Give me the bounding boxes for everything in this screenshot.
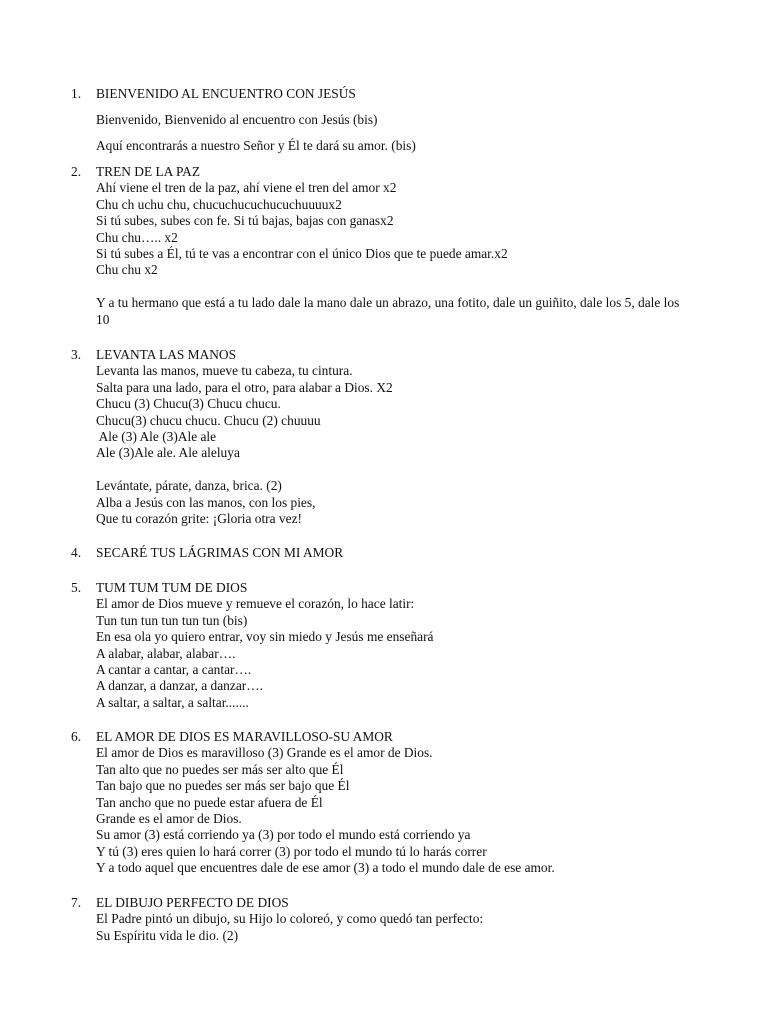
lyric-line: El amor de Dios mueve y remueve el corazón, lo hace latir:	[96, 596, 415, 612]
lyric-line: Y a todo aquel que encuentres dale de ese amor (3) a todo el mundo dale de ese amor.	[96, 860, 555, 876]
lyric-line: Chucu (3) Chucu(3) Chucu chucu.	[96, 396, 281, 412]
song-number: 2.	[71, 164, 82, 179]
song-number: 7.	[71, 895, 82, 910]
song-number: 4.	[71, 545, 82, 560]
song-title: EL AMOR DE DIOS ES MARAVILLOSO-SU AMOR	[96, 729, 393, 744]
lyric-line: Y a tu hermano que está a tu lado dale la mano dale un abrazo, una fotito, dale un guiñito, dale los 5, dale los 10	[96, 295, 680, 327]
blank-line	[96, 279, 696, 295]
song-lyrics	[96, 180, 696, 328]
lyric-line: Ale (3) Ale (3)Ale ale	[96, 429, 217, 445]
lyric-line: Levántate, párate, danza, brica. (2)	[96, 478, 282, 494]
song-lyrics	[96, 112, 696, 164]
lyric-line: A saltar, a saltar, a saltar.......	[96, 694, 249, 710]
lyric-line: A alabar, alabar, alabar….	[96, 645, 236, 661]
song-title: LEVANTA LAS MANOS	[96, 347, 237, 362]
song-lyrics	[96, 745, 696, 876]
lyric-line: Tan bajo que no puedes ser más ser bajo que Él	[96, 778, 350, 794]
lyric-line: Y tú (3) eres quien lo hará correr (3) por todo el mundo tú lo harás correr	[96, 843, 487, 859]
lyric-line: Aquí encontrarás a nuestro Señor y Él te dará su amor. (bis)	[96, 137, 416, 153]
song-number: 5.	[71, 580, 82, 595]
song-lyrics	[96, 596, 696, 711]
lyric-line: Bienvenido, Bienvenido al encuentro con Jesús (bis)	[96, 112, 378, 127]
lyric-line: Ahí viene el tren de la paz, ahí viene el tren del amor x2	[96, 180, 397, 196]
lyric-line: Tun tun tun tun tun tun (bis)	[96, 612, 248, 628]
song-title: TREN DE LA PAZ	[96, 164, 201, 179]
song-title: TUM TUM TUM DE DIOS	[96, 580, 248, 595]
lyric-line: Su Espíritu vida le dio. (2)	[96, 927, 239, 943]
song-lyrics	[96, 363, 696, 527]
lyric-line: Que tu corazón grite: ¡Gloria otra vez!	[96, 511, 302, 527]
song-number: 3.	[71, 347, 82, 362]
lyric-line: Chu chu….. x2	[96, 229, 178, 245]
lyric-line: El Padre pintó un dibujo, su Hijo lo coloreó, y como quedó tan perfecto:	[96, 911, 484, 927]
lyric-line: A danzar, a danzar, a danzar….	[96, 678, 263, 694]
lyric-line: El amor de Dios es maravilloso (3) Grande es el amor de Dios.	[96, 745, 433, 761]
lyric-line: Tan alto que no puedes ser más ser alto que Él	[96, 761, 344, 777]
lyric-line: Tan ancho que no puede estar afuera de Él	[96, 794, 323, 810]
lyric-line: Si tú subes, subes con fe. Si tú bajas, bajas con ganasx2	[96, 213, 394, 229]
lyric-line: Chucu(3) chucu chucu. Chucu (2) chuuuu	[96, 412, 321, 428]
song-title: BIENVENIDO AL ENCUENTRO CON JESÚS	[96, 86, 356, 101]
lyric-line: Alba a Jesús con las manos, con los pies,	[96, 494, 316, 510]
lyric-line: Chu chu x2	[96, 262, 158, 278]
blank-line	[96, 462, 696, 478]
song-lyrics	[96, 911, 696, 944]
lyric-line: Su amor (3) está corriendo ya (3) por todo el mundo está corriendo ya	[96, 827, 471, 843]
lyric-line: Chu ch uchu chu, chucuchucuchucuchuuuux2	[96, 196, 342, 212]
lyric-line: Salta para una lado, para el otro, para alabar a Dios. X2	[96, 379, 393, 395]
lyric-line: Levanta las manos, mueve tu cabeza, tu cintura.	[96, 363, 353, 379]
song-title: SECARÉ TUS LÁGRIMAS CON MI AMOR	[96, 545, 344, 560]
lyric-line: En esa ola yo quiero entrar, voy sin miedo y Jesús me enseñará	[96, 629, 434, 645]
lyric-line: Grande es el amor de Dios.	[96, 811, 242, 827]
lyric-line: Ale (3)Ale ale. Ale aleluya	[96, 445, 240, 461]
song-title: EL DIBUJO PERFECTO DE DIOS	[96, 895, 289, 910]
song-number: 1.	[71, 86, 82, 101]
lyric-line: A cantar a cantar, a cantar….	[96, 662, 252, 678]
lyric-line: Si tú subes a Él, tú te vas a encontrar con el único Dios que te puede amar.x2	[96, 246, 508, 262]
song-number: 6.	[71, 729, 82, 744]
